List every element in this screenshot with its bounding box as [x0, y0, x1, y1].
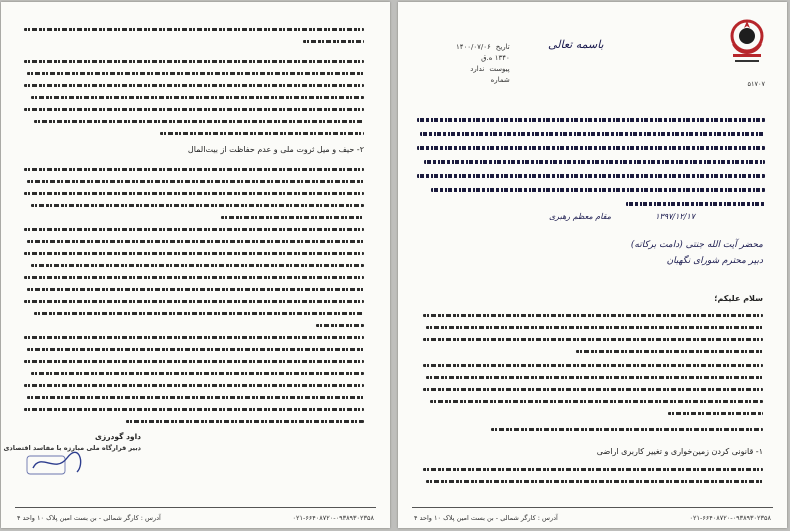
body-paragraph-1: [24, 28, 364, 52]
right-footer: [414, 514, 771, 522]
document-meta: [456, 42, 510, 86]
attachment-value: ندارد: [470, 65, 485, 73]
footer-phone: ۰۲۱-۶۶۴۰۸۷۲۰-۰۹۳۸۹۳۰۲۳۵۸: [292, 514, 374, 522]
footer-address: آدرس : کارگر شمالی - بن بست امین پلاک ۱۰ واحد ۴: [414, 514, 558, 522]
signature-stamp-graphic: [15, 430, 145, 480]
footer-rule: [412, 507, 773, 508]
footer-phone: ۰۲۱-۶۶۴۰۸۷۲۰-۰۹۳۸۹۳۰۲۳۵۸: [689, 514, 771, 522]
greeting: سلام علیکم؛: [714, 294, 763, 303]
logo-number: ۵۱۷۰۷: [747, 80, 765, 88]
left-page: [1, 2, 390, 528]
date-value: ۱۴۰۰/۰۷/۰۶: [456, 43, 491, 51]
organization-logo: [725, 16, 769, 76]
body-paragraph-4: [24, 228, 364, 336]
body-paragraph-5: [24, 336, 364, 432]
section-heading-2: ۲- حیف و میل ثروت ملی و عدم حفاظت از بیت‌المال: [187, 145, 364, 154]
body-paragraph-3: [24, 168, 364, 228]
body-paragraph-list-intro: [423, 428, 763, 440]
left-footer: [17, 514, 374, 522]
body-paragraph-2: [24, 60, 364, 144]
header-title: باسمه تعالی: [548, 38, 604, 51]
handwritten-date: ۱۳۹۷/۱۲/۱۷: [655, 212, 695, 221]
signature-block: [3, 430, 145, 480]
addressee-line-1: محضر آیت الله جنتی (دامت برکاته): [630, 240, 763, 250]
body-paragraph-intro: [423, 314, 763, 362]
right-page: [398, 2, 787, 528]
handwritten-signature: مقام معظم رهبری: [548, 212, 611, 221]
date-hijri: ۱۳۴۰ ه.ق: [481, 54, 510, 62]
date-label: تاریخ: [495, 43, 510, 51]
attachment-label: پیوست: [489, 65, 510, 73]
numbered-heading-1: ۱- قانونی کردن زمین‌خواری و تغییر کاربری اراضی: [596, 447, 763, 456]
number-label: شماره: [490, 76, 510, 84]
footer-rule: [15, 507, 376, 508]
body-paragraph-reasons: [423, 364, 763, 424]
signatory-title: دبیر قرارگاه ملی مبارزه با مفاسد اقتصادی: [3, 444, 141, 452]
addressee-line-2: دبیر محترم شورای نگهبان: [666, 256, 763, 266]
handwritten-note: [417, 118, 765, 216]
footer-address: آدرس : کارگر شمالی - بن بست امین پلاک ۱۰ واحد ۴: [17, 514, 161, 522]
body-paragraph-item-1: [423, 468, 763, 492]
signatory-name: داود گودرزی: [95, 432, 141, 441]
